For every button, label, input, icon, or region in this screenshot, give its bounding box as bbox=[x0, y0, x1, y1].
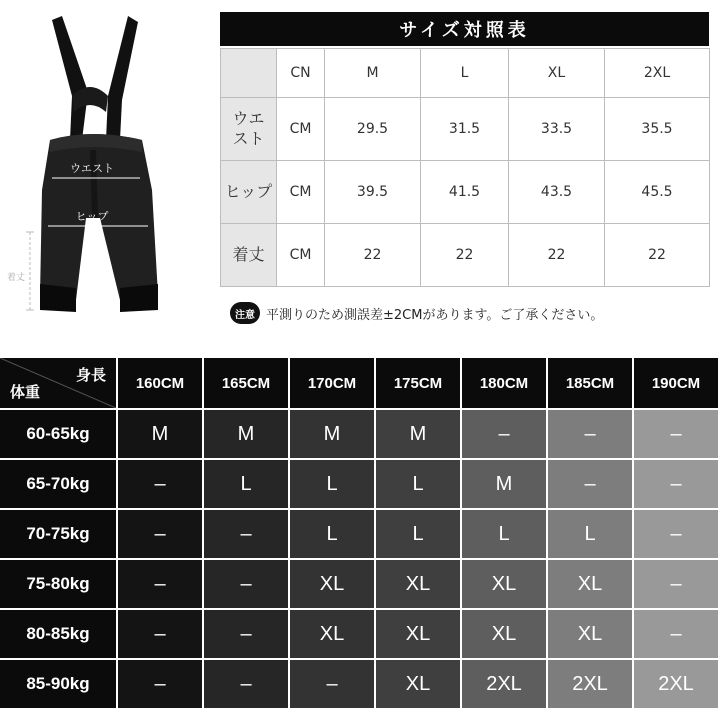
size-header: XL bbox=[509, 49, 605, 98]
size-cell: XL bbox=[376, 610, 460, 658]
unit-cell: CM bbox=[277, 224, 325, 287]
size-cell: 2XL bbox=[634, 660, 718, 708]
size-cell: L bbox=[462, 510, 546, 558]
height-header: 170CM bbox=[290, 358, 374, 408]
size-table bbox=[220, 48, 710, 287]
size-cell: – bbox=[118, 560, 202, 608]
size-cell: – bbox=[634, 410, 718, 458]
weight-header: 60-65kg bbox=[0, 410, 116, 458]
size-cell: XL bbox=[462, 610, 546, 658]
corner-divider bbox=[0, 358, 116, 408]
size-cell: – bbox=[118, 460, 202, 508]
size-cell: – bbox=[204, 610, 288, 658]
hip-label: ヒップ bbox=[75, 210, 109, 223]
weight-header: 85-90kg bbox=[0, 660, 116, 708]
row-label: ヒップ bbox=[221, 161, 277, 224]
height-header: 175CM bbox=[376, 358, 460, 408]
size-cell: M bbox=[376, 410, 460, 458]
unit-cell: CM bbox=[277, 161, 325, 224]
size-cell: XL bbox=[462, 560, 546, 608]
grid-corner bbox=[0, 358, 116, 408]
size-cell: L bbox=[548, 510, 632, 558]
note-badge: 注意 bbox=[230, 302, 260, 324]
measurement-note bbox=[230, 300, 603, 326]
size-header-row bbox=[221, 49, 710, 98]
size-cell: – bbox=[118, 610, 202, 658]
value-cell: 29.5 bbox=[325, 98, 421, 161]
size-cell: – bbox=[548, 460, 632, 508]
size-cell: XL bbox=[548, 610, 632, 658]
bib-shorts-illustration bbox=[0, 0, 220, 345]
size-header: 2XL bbox=[605, 49, 710, 98]
size-cell: L bbox=[376, 510, 460, 558]
value-cell: 43.5 bbox=[509, 161, 605, 224]
size-cell: – bbox=[634, 610, 718, 658]
height-header: 190CM bbox=[634, 358, 718, 408]
size-cell: L bbox=[376, 460, 460, 508]
length-label: 着丈 bbox=[6, 273, 26, 283]
size-header: L bbox=[421, 49, 509, 98]
height-header: 160CM bbox=[118, 358, 202, 408]
value-cell: 22 bbox=[605, 224, 710, 287]
size-cell: M bbox=[290, 410, 374, 458]
value-cell: 39.5 bbox=[325, 161, 421, 224]
size-cell: – bbox=[634, 510, 718, 558]
weight-header: 75-80kg bbox=[0, 560, 116, 608]
size-cell: – bbox=[118, 660, 202, 708]
size-cell: L bbox=[290, 460, 374, 508]
value-cell: 22 bbox=[325, 224, 421, 287]
table-row bbox=[221, 161, 710, 224]
table-row bbox=[221, 98, 710, 161]
value-cell: 22 bbox=[421, 224, 509, 287]
size-cell: 2XL bbox=[548, 660, 632, 708]
corner-weight-label: 体重 bbox=[10, 384, 41, 401]
size-cell: – bbox=[634, 460, 718, 508]
size-cell: – bbox=[118, 510, 202, 558]
size-cell: L bbox=[290, 510, 374, 558]
size-cell: XL bbox=[376, 560, 460, 608]
size-cell: M bbox=[204, 410, 288, 458]
size-cell: – bbox=[462, 410, 546, 458]
row-label: 着丈 bbox=[221, 224, 277, 287]
table-row bbox=[221, 224, 710, 287]
row-label: ウエスト bbox=[221, 98, 277, 161]
size-cell: – bbox=[204, 560, 288, 608]
height-header: 185CM bbox=[548, 358, 632, 408]
table-corner bbox=[221, 49, 277, 98]
size-cell: XL bbox=[548, 560, 632, 608]
corner-height-label: 身長 bbox=[75, 367, 106, 384]
height-header: 165CM bbox=[204, 358, 288, 408]
size-cell: – bbox=[548, 410, 632, 458]
waist-label: ウエスト bbox=[70, 162, 114, 175]
left-strap bbox=[52, 16, 88, 140]
unit-cell: CM bbox=[277, 98, 325, 161]
size-cell: – bbox=[204, 660, 288, 708]
size-cell: XL bbox=[376, 660, 460, 708]
weight-header: 65-70kg bbox=[0, 460, 116, 508]
weight-header: 80-85kg bbox=[0, 610, 116, 658]
unit-header: CN bbox=[277, 49, 325, 98]
right-strap bbox=[106, 16, 138, 140]
value-cell: 22 bbox=[509, 224, 605, 287]
size-cell: 2XL bbox=[462, 660, 546, 708]
size-cell: L bbox=[204, 460, 288, 508]
height-weight-size-grid bbox=[0, 358, 720, 720]
height-header: 180CM bbox=[462, 358, 546, 408]
value-cell: 41.5 bbox=[421, 161, 509, 224]
value-cell: 35.5 bbox=[605, 98, 710, 161]
value-cell: 31.5 bbox=[421, 98, 509, 161]
size-cell: XL bbox=[290, 560, 374, 608]
size-cell: M bbox=[118, 410, 202, 458]
value-cell: 45.5 bbox=[605, 161, 710, 224]
note-text: 平測りのため測誤差±2CMがあります。ご了承ください。 bbox=[266, 307, 604, 323]
value-cell: 33.5 bbox=[509, 98, 605, 161]
size-cell: – bbox=[204, 510, 288, 558]
size-cell: – bbox=[634, 560, 718, 608]
size-cell: – bbox=[290, 660, 374, 708]
size-header: M bbox=[325, 49, 421, 98]
weight-header: 70-75kg bbox=[0, 510, 116, 558]
size-cell: M bbox=[462, 460, 546, 508]
size-table-title: サイズ対照表 bbox=[220, 12, 709, 46]
size-cell: XL bbox=[290, 610, 374, 658]
